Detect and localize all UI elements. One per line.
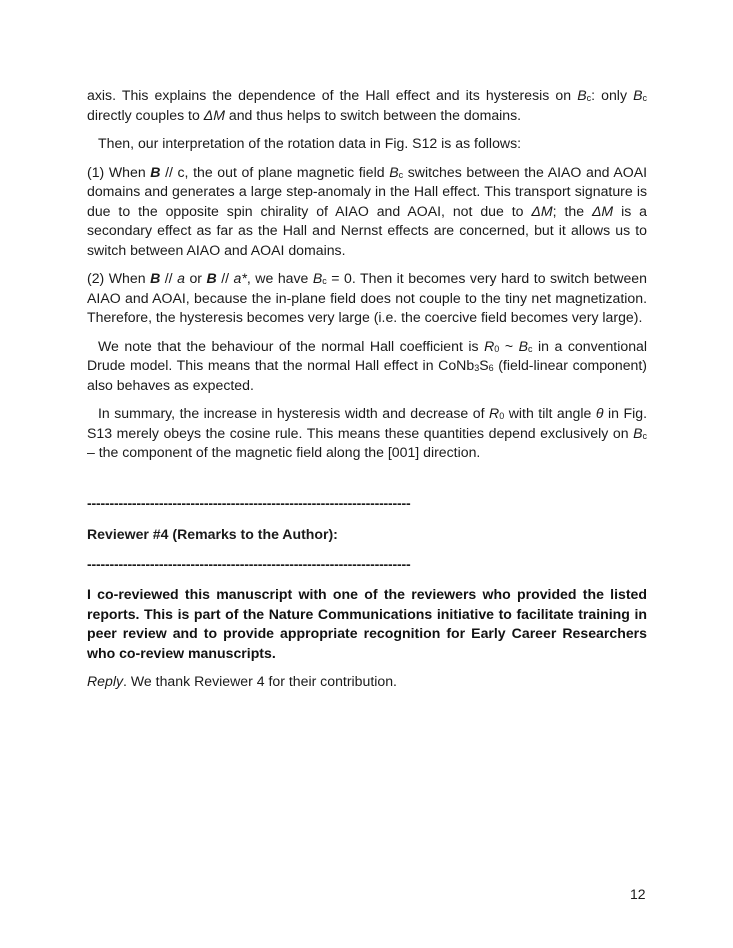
paragraph-summary: In summary, the increase in hysteresis width and decrease of R0 with tilt angle θ in Fig. S13 merely obeys the cosine rule. This means these quantities depend exclusively on Bc – the component of the magnetic field along the [001] direction. [87, 405, 647, 460]
paragraph-hall-dependence: axis. This explains the dependence of the Hall effect and its hysteresis on Bc: only Bc directly couples to ΔM and thus helps to switch between the domains. [87, 87, 647, 123]
page-number: 12 [630, 886, 646, 902]
separator-bottom: ------------------------------------------------------------------------ [87, 555, 411, 572]
separator-top: ------------------------------------------------------------------------ [87, 494, 411, 511]
reviewer-comment: I co-reviewed this manuscript with one of the reviewers who provided the listed reports. This is part of the Nature Communications initiative to facilitate training in peer review and to provide appropriate recognition for Early Career Researchers who co-review manuscripts. [87, 586, 647, 661]
document-body [87, 86, 647, 701]
reviewer-heading: Reviewer #4 (Remarks to the Author): [87, 526, 338, 542]
paragraph-case-2: (2) When B // a or B // a*, we have Bc = 0. Then it becomes very hard to switch between AIAO and AOAI, because the in-plane field does not couple to the tiny net magnetization. Therefore, the hysteresis becomes very large (i.e. the coercive field becomes very large). [87, 270, 647, 325]
paragraph-interpretation-intro: Then, our interpretation of the rotation data in Fig. S12 is as follows: [98, 135, 522, 151]
reply-label: Reply [87, 673, 124, 689]
reply-paragraph: Reply. We thank Reviewer 4 for their contribution. [87, 673, 397, 689]
spacer [87, 472, 647, 494]
paragraph-normal-hall: We note that the behaviour of the normal Hall coefficient is R0 ~ Bc in a conventional Drude model. This means that the normal Hall effect in CoNb3S6 (field-linear component) also behaves as expected. [87, 337, 648, 393]
paragraph-case-1: (1) When B // c, the out of plane magnetic field Bc switches between the AIAO and AOAI domains and generates a large step-anomaly in the Hall effect. This transport signature is due to the opposite spin chirality of AIAO and AOAI, not due to ΔM; the ΔM is a secondary effect as far as the Hall and Nernst effects are concerned, but it allows us to switch between AIAO and AOAI domains. [87, 163, 648, 258]
